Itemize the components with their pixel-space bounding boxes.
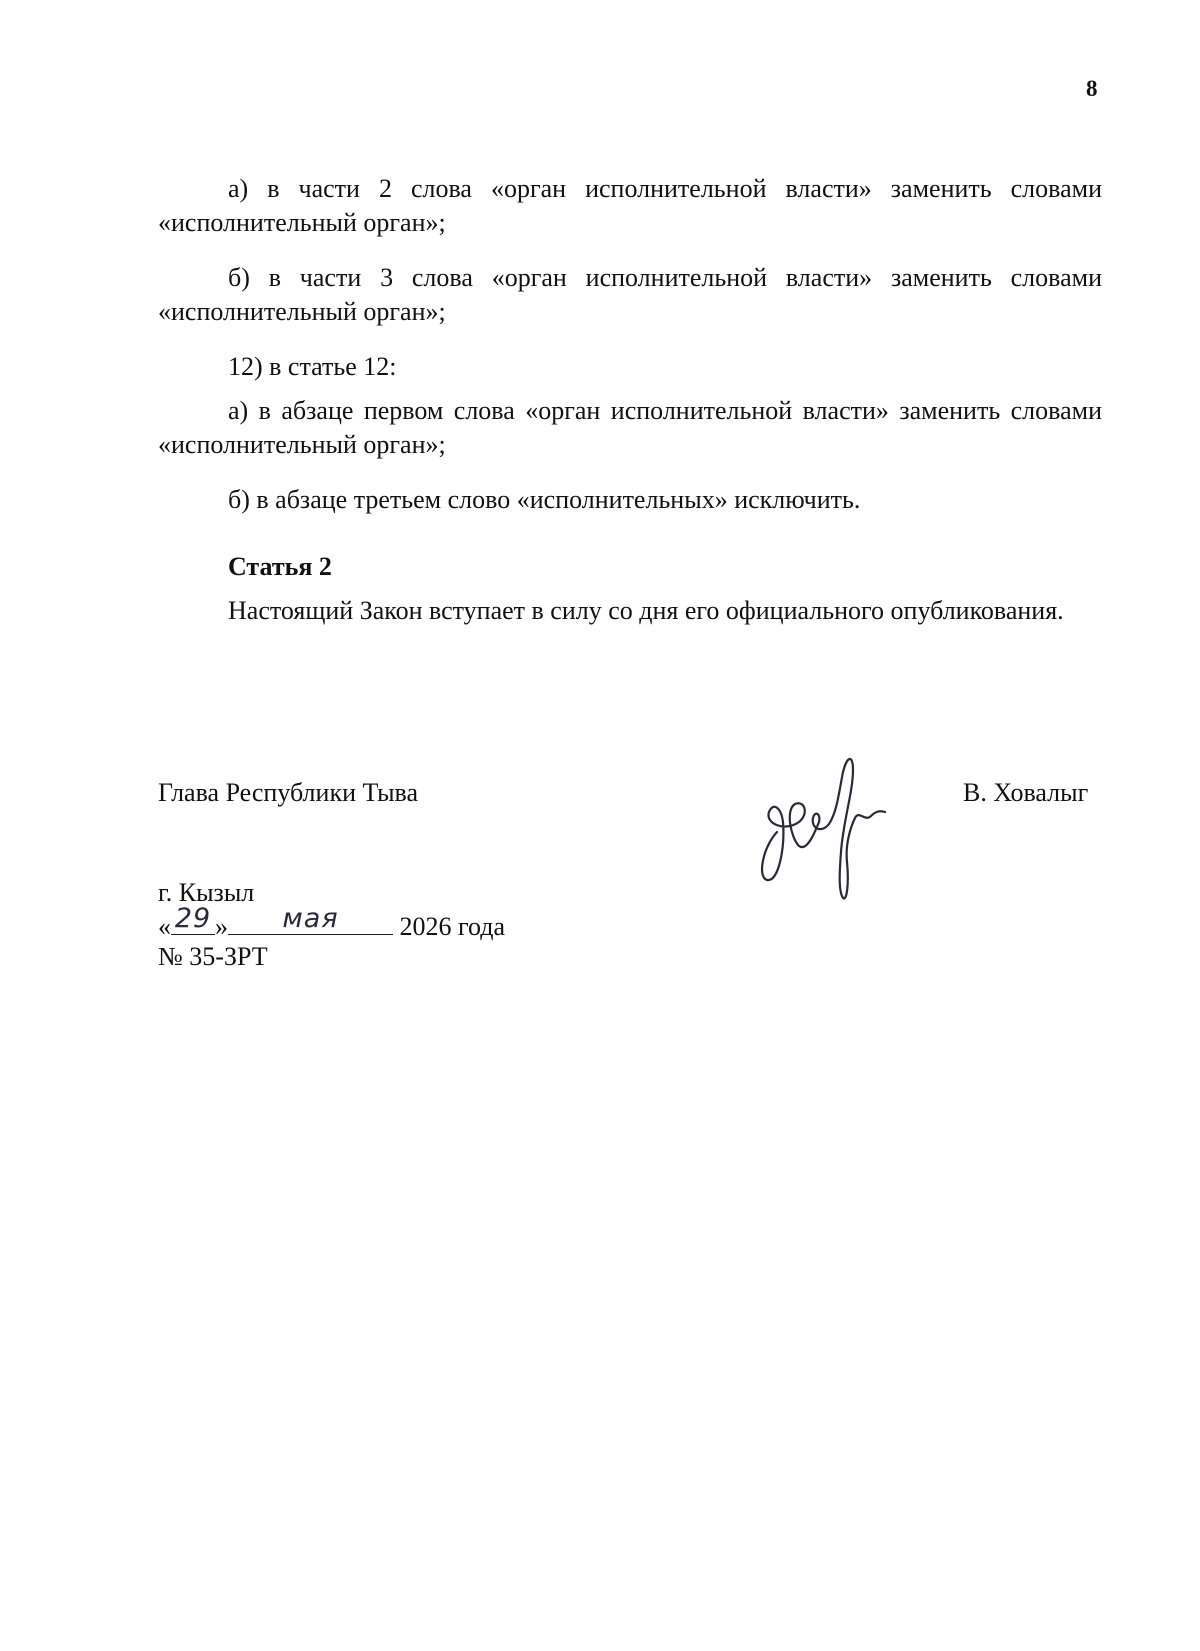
law-number: № 35-ЗРТ [158,942,268,971]
date-month-blank [228,903,393,935]
paragraph-amendment-a-part2: а) в части 2 слова «орган исполнительной власти» заменить словами «исполнительный орган»; [158,174,1102,237]
paragraph-amendment-b-part3: б) в части 3 слова «орган исполнительной власти» заменить словами «исполнительный орган»; [158,263,1102,326]
date-open-quote: « [158,912,171,941]
article-heading: Статья 2 [228,552,332,581]
date-year: 2026 года [399,912,506,941]
date-month-handwritten: мая [282,903,339,934]
article-text: Настоящий Закон вступает в силу со дня его официального опубликования. [228,596,1064,625]
page-number: 8 [1086,76,1098,101]
paragraph-amendment-a-first-abzac: а) в абзаце первом слова «орган исполнительной власти» заменить словами «исполнительный орган»; [158,396,1102,459]
date-day-handwritten: 29 [174,903,212,934]
date-line [158,903,506,944]
date-close-quote: » [215,912,228,941]
handwritten-signature [755,752,890,902]
signatory-name: В. Ховалыг [963,778,1089,807]
date-day-blank [171,903,215,935]
paragraph-amendment-b-third-abzac: б) в абзаце третьем слово «исполнительных» исключить. [228,485,861,514]
signatory-position: Глава Республики Тыва [158,778,419,807]
paragraph-article12-intro: 12) в статье 12: [228,352,397,381]
city-line: г. Кызыл [158,878,255,907]
